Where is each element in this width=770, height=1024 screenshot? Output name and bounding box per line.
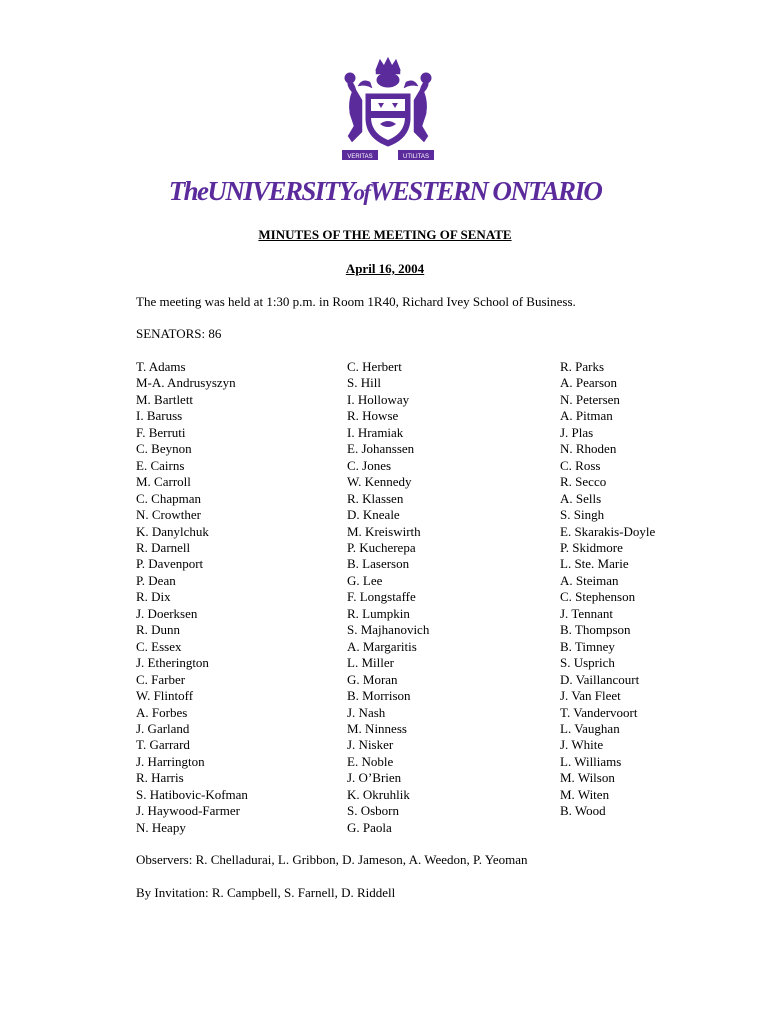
senator-name: R. Howse (347, 408, 399, 424)
motto-right: UTILITAS (403, 154, 429, 160)
senator-name: J. Doerksen (136, 605, 198, 621)
senator-name: M. Kreiswirth (347, 523, 421, 539)
motto-left: VERITAS (347, 154, 373, 160)
senator-name: A. Pitman (560, 408, 613, 424)
senator-name: R. Harris (136, 770, 184, 786)
meeting-location-text: The meeting was held at 1:30 p.m. in Room 1R40, Richard Ivey School of Business. (136, 294, 576, 309)
senator-name: E. Noble (347, 753, 394, 769)
senator-name: M. Wilson (560, 770, 615, 786)
senator-name: K. Danylchuk (136, 523, 209, 539)
senator-name: M. Witen (560, 786, 610, 802)
wordmark-university: UNIVERSITY (207, 176, 354, 206)
senator-name: I. Holloway (347, 391, 410, 407)
observers-text: Observers: R. Chelladurai, L. Gribbon, D. Jameson, A. Weedon, P. Yeoman (136, 852, 528, 867)
senator-name: R. Dix (136, 589, 171, 605)
senator-name: P. Davenport (136, 556, 204, 572)
senator-name: N. Rhoden (560, 441, 617, 457)
senator-name: R. Parks (560, 359, 605, 374)
wordmark-the: The (168, 176, 208, 206)
senator-name: T. Adams (136, 359, 186, 374)
senator-name: R. Secco (560, 474, 607, 490)
document-title: MINUTES OF THE MEETING OF SENATE (258, 227, 512, 242)
senator-name: J. Nash (347, 704, 386, 720)
senator-name: B. Wood (560, 803, 606, 819)
senator-name: I. Hramiak (347, 424, 404, 440)
senator-name: C. Ross (560, 457, 601, 473)
senator-name: N. Crowther (136, 507, 201, 523)
senator-name: J. Van Fleet (560, 688, 621, 704)
senator-name: A. Forbes (136, 704, 188, 720)
senator-name: J. Nisker (347, 737, 394, 753)
senator-name: D. Kneale (347, 507, 400, 523)
senator-name: L. Ste. Marie (560, 556, 629, 572)
senator-name: F. Longstaffe (347, 589, 416, 605)
senator-name: C. Chapman (136, 490, 201, 506)
senator-name: G. Paola (347, 819, 392, 835)
senator-name: L. Williams (560, 753, 622, 769)
meeting-date: April 16, 2004 (345, 261, 425, 276)
senator-name: B. Laserson (347, 556, 410, 572)
senator-name: P. Skidmore (560, 539, 623, 555)
senator-name: B. Thompson (560, 622, 631, 638)
senator-name: B. Morrison (347, 688, 411, 704)
senator-name: I. Baruss (136, 408, 183, 424)
senator-name: C. Beynon (136, 441, 192, 457)
senator-name: J. Etherington (136, 655, 209, 671)
senator-name: E. Johanssen (347, 441, 415, 457)
senator-name: A. Sells (560, 490, 602, 506)
senator-name: W. Flintoff (136, 688, 194, 704)
senators-count: SENATORS: 86 (136, 326, 222, 341)
senator-name: S. Hatibovic-Kofman (136, 786, 248, 802)
senator-name: J. Harrington (136, 753, 205, 769)
senator-name: S. Singh (560, 507, 605, 523)
senator-name: E. Cairns (136, 457, 185, 473)
senator-name: P. Kucherepa (347, 539, 416, 555)
senator-name: L. Miller (347, 655, 394, 671)
senator-name: S. Hill (347, 375, 381, 391)
senator-name: E. Skarakis-Doyle (560, 523, 656, 539)
senator-name: M. Bartlett (136, 391, 194, 407)
senator-name: J. Tennant (560, 605, 614, 621)
senators-column-1 (136, 359, 248, 836)
university-crest-logo (340, 56, 436, 164)
senator-name: G. Moran (347, 671, 398, 687)
senator-name: C. Farber (136, 671, 186, 687)
senator-name: D. Vaillancourt (560, 671, 640, 687)
senator-name: M. Carroll (136, 474, 191, 490)
senator-name: B. Timney (560, 638, 615, 654)
senator-name: W. Kennedy (347, 474, 412, 490)
senator-name: R. Klassen (347, 490, 404, 506)
senator-name: C. Essex (136, 638, 182, 654)
senator-name: S. Usprich (560, 655, 615, 671)
senator-name: L. Vaughan (560, 720, 620, 736)
senator-name: A. Pearson (560, 375, 618, 391)
senator-name: T. Vandervoort (560, 704, 638, 720)
wordmark-of: of (353, 180, 370, 205)
senator-name: T. Garrard (136, 737, 190, 753)
senator-name: N. Petersen (560, 391, 620, 407)
senator-name: M. Ninness (347, 720, 407, 736)
senator-name: J. Garland (136, 720, 190, 736)
senator-name: C. Herbert (347, 359, 402, 374)
senator-name: S. Majhanovich (347, 622, 430, 638)
university-wordmark (0, 178, 770, 205)
senator-name: N. Heapy (136, 819, 186, 835)
senators-column-2 (347, 359, 429, 836)
senator-name: R. Dunn (136, 622, 181, 638)
senator-name: R. Lumpkin (347, 605, 410, 621)
senator-name: R. Darnell (136, 539, 191, 555)
senator-name: P. Dean (136, 572, 176, 588)
senator-name: J. O’Brien (347, 770, 402, 786)
senator-name: C. Stephenson (560, 589, 636, 605)
wordmark-western-ontario: WESTERN ONTARIO (369, 176, 602, 206)
senator-name: A. Margaritis (347, 638, 417, 654)
senator-name: M-A. Andrusyszyn (136, 375, 236, 391)
senator-name: J. White (560, 737, 604, 753)
senators-column-3 (560, 359, 655, 820)
senator-name: K. Okruhlik (347, 786, 410, 802)
senator-name: C. Jones (347, 457, 392, 473)
senator-name: J. Haywood-Farmer (136, 803, 240, 819)
by-invitation-text: By Invitation: R. Campbell, S. Farnell, D. Riddell (136, 885, 396, 900)
senator-name: A. Steiman (560, 572, 619, 588)
senator-name: S. Osborn (347, 803, 400, 819)
senator-name: F. Berruti (136, 424, 186, 440)
senator-name: G. Lee (347, 572, 383, 588)
senator-name: J. Plas (560, 424, 594, 440)
